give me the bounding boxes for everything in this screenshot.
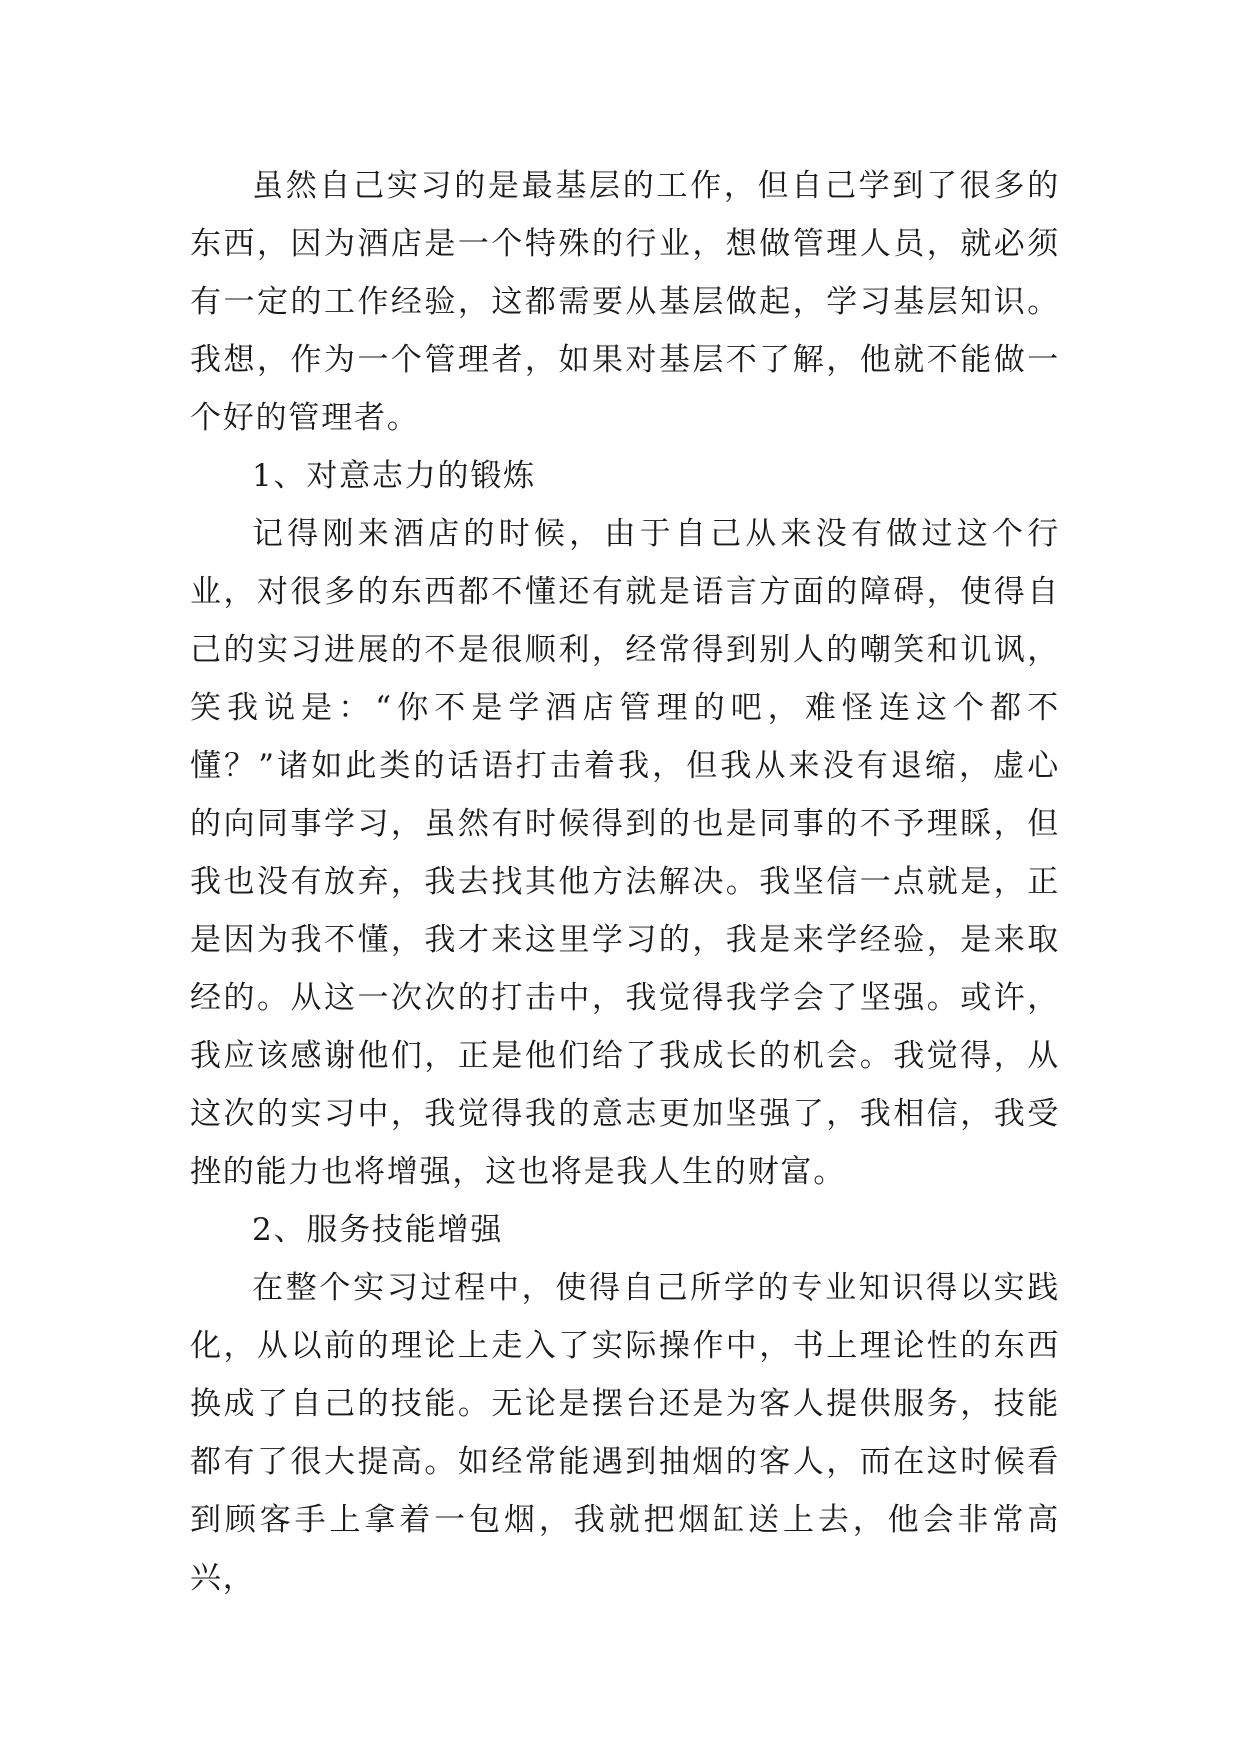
paragraph-service-skills: 在整个实习过程中，使得自己所学的专业知识得以实践化，从以前的理论上走入了实际操作中，书上理论性的东西换成了自己的技能。无论是摆台还是为客人提供服务，技能都有了很大提高。如经常能遇到抽烟的客人，而在这时候看到顾客手上拿着一包烟，我就把烟缸送上去，他会非常高兴，	[190, 1270, 1060, 1596]
section-heading-willpower: 1、对意志力的锻炼	[252, 458, 536, 494]
section-heading-service-skills: 2、服务技能增强	[252, 1212, 504, 1248]
paragraph-intro: 虽然自己实习的是最基层的工作，但自己学到了很多的东西，因为酒店是一个特殊的行业，想做管理人员，就必须有一定的工作经验，这都需要从基层做起，学习基层知识。我想，作为一个管理者，如果对基层不了解，他就不能做一个好的管理者。	[190, 168, 1060, 436]
paragraph-willpower: 记得刚来酒店的时候，由于自己从来没有做过这个行业，对很多的东西都不懂还有就是语言方面的障碍，使得自己的实习进展的不是很顺利，经常得到别人的嘲笑和讥讽，笑我说是：“你不是学酒店管理的吧，难怪连这个都不懂？”诸如此类的话语打击着我，但我从来没有退缩，虚心的向同事学习，虽然有时候得到的也是同事的不予理睬，但我也没有放弃，我去找其他方法解决。我坚信一点就是，正是因为我不懂，我才来这里学习的，我是来学经验，是来取经的。从这一次次的打击中，我觉得我学会了坚强。或许，我应该感谢他们，正是他们给了我成长的机会。我觉得，从这次的实习中，我觉得我的意志更加坚强了，我相信，我受挫的能力也将增强，这也将是我人生的财富。	[190, 516, 1060, 1190]
document-body	[190, 157, 1060, 1607]
